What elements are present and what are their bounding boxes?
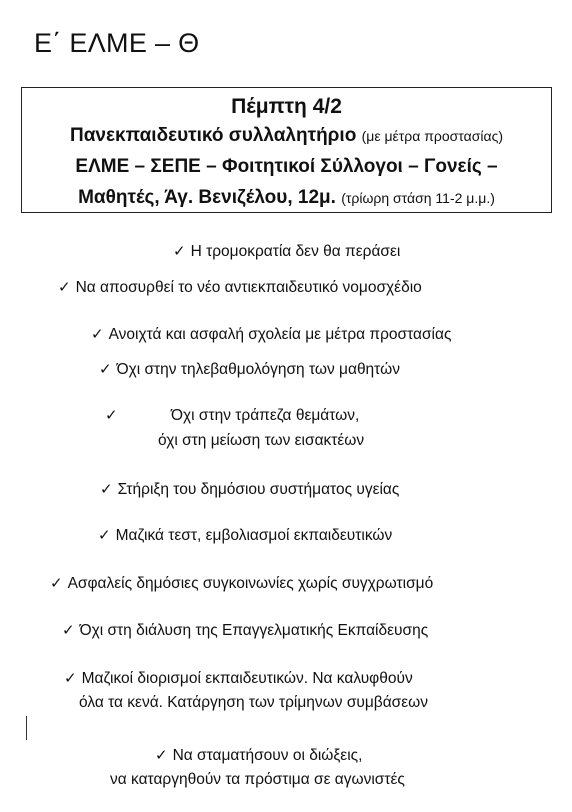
page-heading: Ε΄ ΕΛΜΕ – Θ (34, 28, 200, 58)
demand-item (58, 278, 422, 297)
check-icon: ✓ (173, 243, 186, 260)
check-icon: ✓ (155, 747, 168, 764)
strike-note: (τρίωρη στάση 11-2 μ.μ.) (341, 190, 495, 206)
check-icon: ✓ (50, 575, 63, 592)
demand-text: Η τρομοκρατία δεν θα περάσει (190, 243, 401, 260)
text-cursor (26, 716, 27, 740)
event-title: Πανεκπαιδευτικό συλλαλητήριο (70, 125, 357, 146)
demand-item (62, 621, 428, 640)
announcement-box (21, 87, 552, 213)
announcement-event (22, 125, 551, 147)
announcement-date: Πέμπτη 4/2 (231, 95, 342, 118)
demand-text-line: Όχι στην τράπεζα θεμάτων, (171, 407, 360, 424)
demand-item (64, 669, 413, 688)
demand-text-line: όλα τα κενά. Κατάργηση των τρίμηνων συμβάσεων (79, 694, 428, 711)
demand-text: Όχι στη διάλυση της Επαγγελματικής Εκπαίδευσης (79, 622, 429, 639)
demand-item (100, 480, 399, 499)
demand-text-line: να καταργηθούν τα πρόστιμα σε αγωνιστές (110, 771, 405, 788)
demand-text: Όχι στην τηλεβαθμολόγηση των μαθητών (116, 361, 400, 378)
check-icon: ✓ (99, 361, 112, 378)
demand-text-line: όχι στη μείωση των εισακτέων (158, 432, 365, 449)
location-text: Μαθητές, Άγ. Βενιζέλου, 12μ. (78, 187, 336, 208)
demand-item (98, 526, 392, 545)
announcement-organizers: ΕΛΜΕ – ΣΕΠΕ – Φοιτητικοί Σύλλογοι – Γονείς – (75, 156, 498, 177)
check-icon: ✓ (100, 481, 113, 498)
demand-item (99, 360, 400, 379)
announcement-location (22, 187, 551, 209)
demand-text: Να σταματήσουν οι διώξεις, (172, 747, 363, 764)
demand-item (155, 746, 362, 765)
demand-text: Ασφαλείς δημόσιες συγκοινωνίες χωρίς συγχρωτισμό (67, 575, 434, 592)
demand-text: Μαζικοί διορισμοί εκπαιδευτικών. Να καλυφθούν (81, 670, 413, 687)
check-icon: ✓ (64, 670, 77, 687)
check-icon: ✓ (105, 407, 118, 424)
demand-item (173, 242, 400, 261)
demand-item (105, 406, 123, 425)
check-icon: ✓ (58, 279, 71, 296)
demand-item (50, 574, 433, 593)
check-icon: ✓ (91, 326, 104, 343)
event-note: (με μέτρα προστασίας) (361, 128, 503, 144)
demand-text: Μαζικά τεστ, εμβολιασμοί εκπαιδευτικών (115, 527, 393, 544)
check-icon: ✓ (62, 622, 75, 639)
demand-text: Ανοιχτά και ασφαλή σχολεία με μέτρα προστασίας (108, 326, 452, 343)
demand-text: Στήριξη του δημόσιου συστήματος υγείας (117, 481, 400, 498)
check-icon: ✓ (98, 527, 111, 544)
demand-item (91, 325, 451, 344)
demand-text: Να αποσυρθεί το νέο αντιεκπαιδευτικό νομοσχέδιο (75, 279, 422, 296)
